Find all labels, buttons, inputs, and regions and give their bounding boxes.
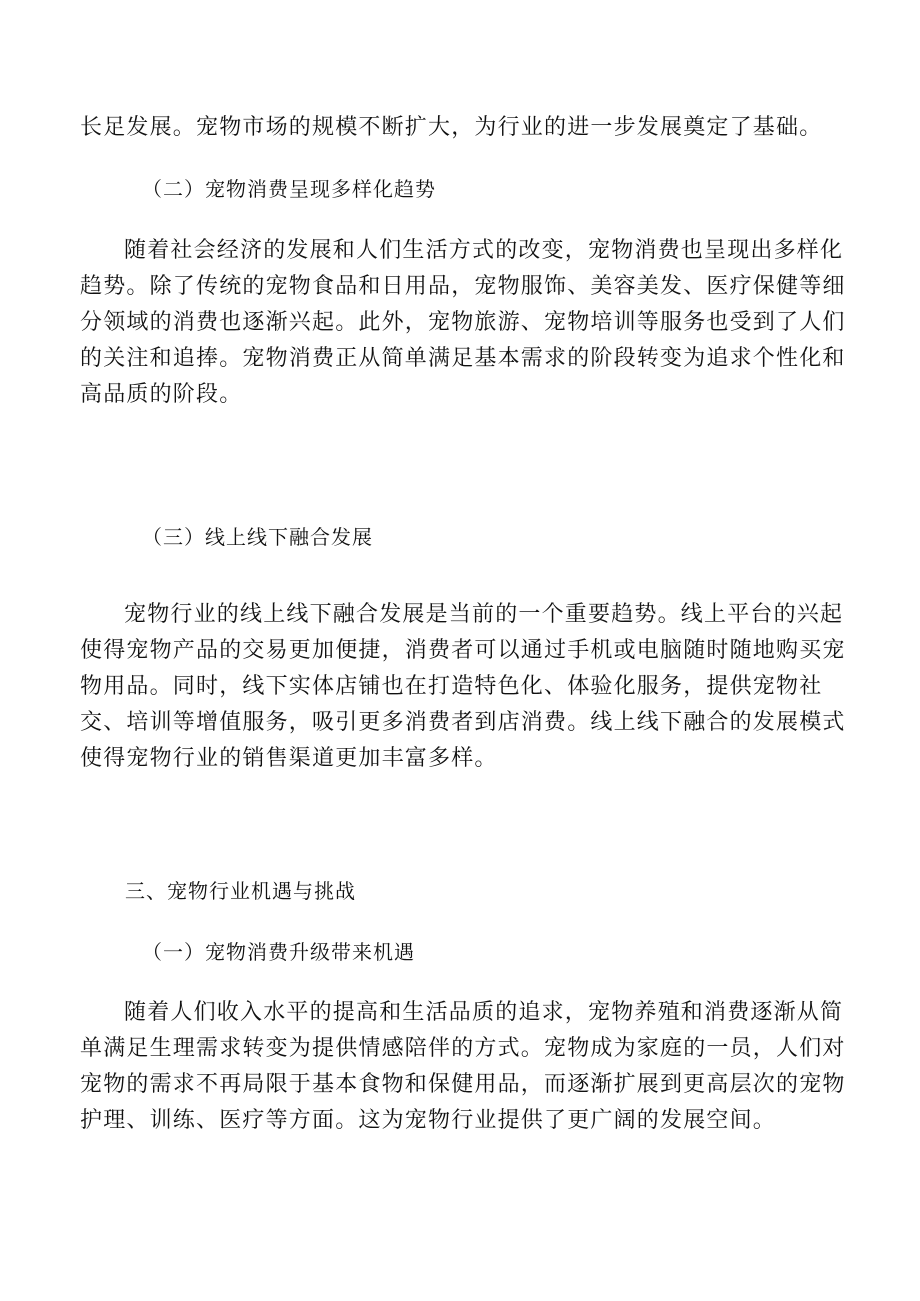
- paragraph-consumption-diversification: 随着社会经济的发展和人们生活方式的改变，宠物消费也呈现出多样化趋势。除了传统的宠物食品和日用品，宠物服饰、美容美发、医疗保健等细分领域的消费也逐渐兴起。此外，宠物旅游、宠物培训等服务也受到了人们的关注和追捧。宠物消费正从简单满足基本需求的阶段转变为追求个性化和高品质的阶段。: [80, 238, 846, 407]
- heading-online-offline-integration: （三）线上线下融合发展: [142, 525, 373, 549]
- heading-section-three: 三、宠物行业机遇与挑战: [125, 879, 356, 903]
- heading-consumption-diversification: （二）宠物消费呈现多样化趋势: [142, 177, 436, 201]
- paragraph-consumption-upgrade: 随着人们收入水平的提高和生活品质的追求，宠物养殖和消费逐渐从简单满足生理需求转变为提供情感陪伴的方式。宠物成为家庭的一员，人们对宠物的需求不再局限于基本食物和保健用品，而逐渐扩展到更高层次的宠物护理、训练、医疗等方面。这为宠物行业提供了更广阔的发展空间。: [80, 1000, 846, 1133]
- paragraph-market-scale: 长足发展。宠物市场的规模不断扩大，为行业的进一步发展奠定了基础。: [80, 115, 823, 140]
- heading-consumption-upgrade: （一）宠物消费升级带来机遇: [142, 940, 415, 964]
- paragraph-online-offline-integration: 宠物行业的线上线下融合发展是当前的一个重要趋势。线上平台的兴起使得宠物产品的交易更加便捷，消费者可以通过手机或电脑随时随地购买宠物用品。同时，线下实体店铺也在打造特色化、体验化服务，提供宠物社交、培训等增值服务，吸引更多消费者到店消费。线上线下融合的发展模式使得宠物行业的销售渠道更加丰富多样。: [80, 602, 846, 771]
